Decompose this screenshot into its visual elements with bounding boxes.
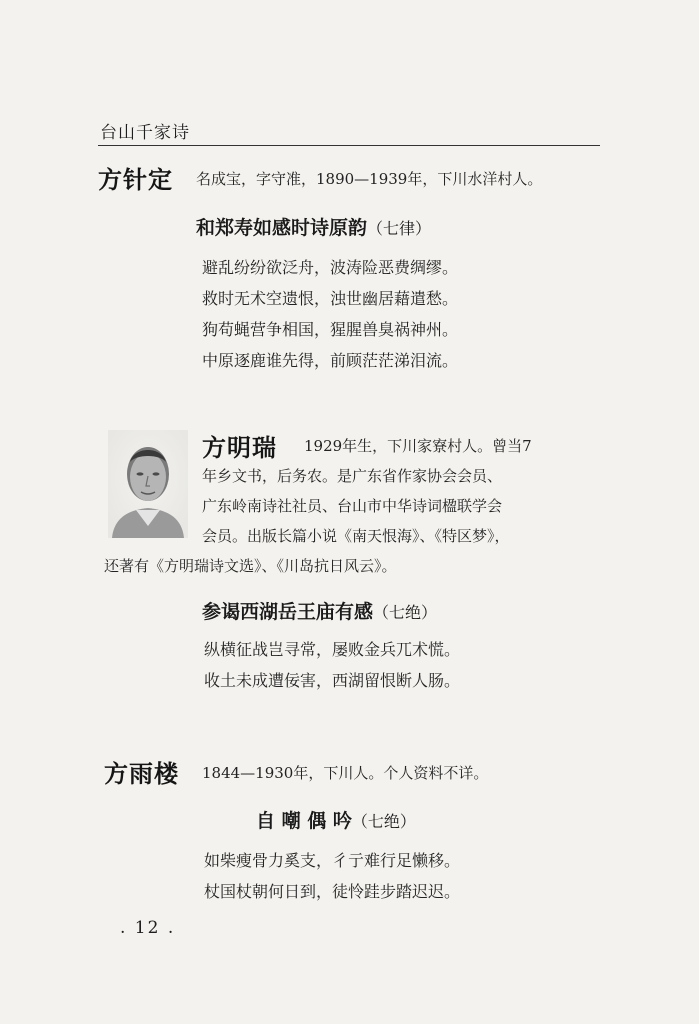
poet-bio-line: 年乡文书，后务农。是广东省作家协会会员、	[202, 467, 503, 485]
portrait-photo-icon	[108, 430, 188, 538]
poem-line: 救时无术空遗恨，浊世幽居藉遣愁。	[202, 289, 459, 308]
poem-title: 自 嘲 偶 吟	[256, 810, 352, 832]
poet-bio-line: 1929年生，下川家寮村人。曾当7	[304, 437, 532, 455]
header-rule	[98, 145, 600, 146]
poem-form: （七绝）	[351, 812, 416, 831]
poem-title-block	[256, 806, 416, 833]
poem-body	[204, 845, 460, 907]
poem-line: 纵横征战岂寻常，屡败金兵兀术慌。	[204, 640, 461, 659]
poem-title-block	[202, 597, 437, 624]
poem-line: 中原逐鹿谁先得，前顾茫茫涕泪流。	[202, 351, 459, 370]
poem-line: 如柴瘦骨力奚支，彳亍难行足懒移。	[204, 851, 461, 870]
poet-name: 方针定	[98, 166, 173, 194]
poet-bio: 名成宝，字守准，1890—1939年，下川水洋村人。	[196, 170, 543, 188]
poet-bio-line: 还著有《方明瑞诗文选》、《川岛抗日风云》。	[104, 557, 397, 575]
poet-bio: 1844—1930年，下川人。个人资料不详。	[202, 764, 489, 782]
running-header: 台山千家诗	[100, 123, 190, 143]
poem-title: 参谒西湖岳王庙有感	[202, 601, 374, 623]
page-number: . 12 .	[120, 918, 176, 938]
poem-line: 避乱纷纷欲泛舟，波涛险恶费绸缪。	[202, 258, 459, 277]
poem-line: 收土未成遭佞害，西湖留恨断人肠。	[204, 671, 461, 690]
poem-line: 杖国杖朝何日到，徒怜跬步踏迟迟。	[204, 882, 461, 901]
poem-form: （七绝）	[373, 603, 438, 622]
poem-line: 狗苟蝇营争相国，猩腥兽臭祸神州。	[202, 320, 459, 339]
poem-body	[204, 634, 460, 696]
poem-form: （七律）	[367, 219, 432, 238]
poet-bio-line: 广东岭南诗社社员、台山市中华诗词楹联学会	[202, 497, 503, 515]
poem-body	[202, 252, 458, 376]
poet-name: 方明瑞	[202, 434, 277, 462]
poet-name: 方雨楼	[104, 760, 179, 788]
poem-title-block	[196, 213, 431, 240]
poet-bio-line: 会员。出版长篇小说《南天恨海》、《特区梦》，	[202, 527, 510, 545]
poem-title: 和郑寿如感时诗原韵	[196, 217, 368, 239]
